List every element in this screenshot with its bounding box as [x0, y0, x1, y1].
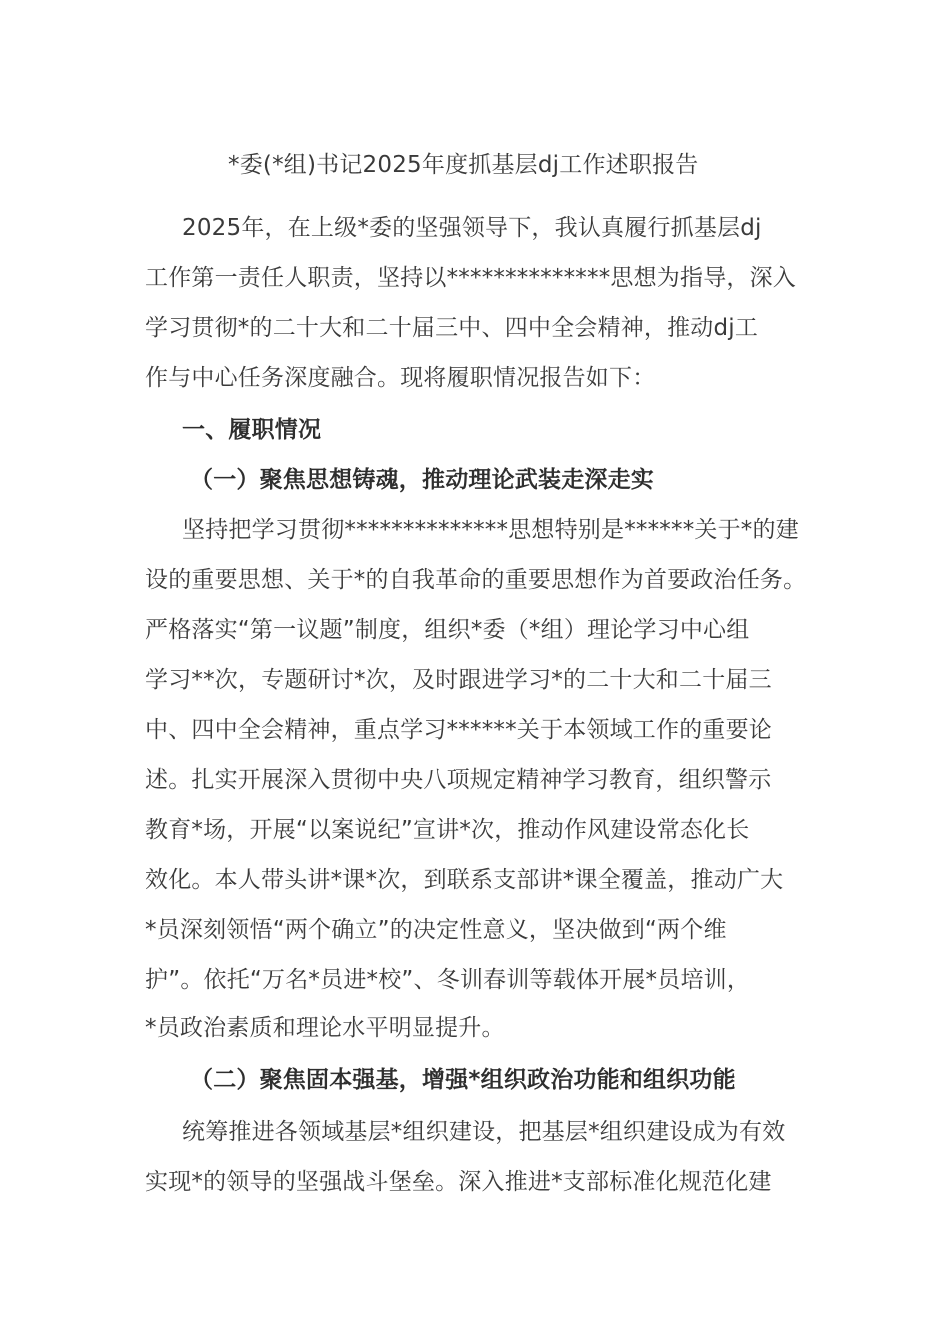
- paragraph-line: 护”。依托“万名*员进*校”、冬训春训等载体开展*员培训，: [145, 967, 751, 993]
- paragraph-line: 严格落实“第一议题”制度，组织*委（*组）理论学习中心组: [145, 617, 750, 643]
- paragraph-line: 2025年，在上级*委的坚强领导下，我认真履行抓基层dj: [182, 215, 762, 241]
- subsection-heading: （二）聚焦固本强基，增强*组织政治功能和组织功能: [190, 1067, 736, 1093]
- paragraph-line: *员深刻领悟“两个确立”的决定性意义，坚决做到“两个维: [145, 917, 727, 943]
- paragraph-line: *员政治素质和理论水平明显提升。: [145, 1015, 505, 1041]
- paragraph-line: 学习贯彻*的二十大和二十届三中、四中全会精神，推动dj工: [145, 315, 759, 341]
- paragraph-line: 中、四中全会精神，重点学习******关于本领域工作的重要论: [145, 717, 772, 743]
- paragraph-line: 述。扎实开展深入贯彻中央八项规定精神学习教育，组织警示: [145, 767, 772, 793]
- paragraph-line: 实现*的领导的坚强战斗堡垒。深入推进*支部标准化规范化建: [145, 1169, 772, 1195]
- paragraph-line: 工作第一责任人职责，坚持以**************思想为指导，深入: [145, 265, 796, 291]
- section-heading: 一、履职情况: [182, 417, 322, 443]
- paragraph-line: 教育*场，开展“以案说纪”宣讲*次，推动作风建设常态化长: [145, 817, 750, 843]
- paragraph-line: 学习**次，专题研讨*次，及时跟进学习*的二十大和二十届三: [145, 667, 772, 693]
- paragraph-line: 设的重要思想、关于*的自我革命的重要思想作为首要政治任务。: [145, 567, 807, 593]
- paragraph-line: 统筹推进各领域基层*组织建设，把基层*组织建设成为有效: [182, 1119, 786, 1145]
- document-title: *委(*组)书记2025年度抓基层dj工作述职报告: [228, 152, 699, 178]
- paragraph-line: 作与中心任务深度融合。现将履职情况报告如下：: [145, 365, 656, 391]
- subsection-heading: （一）聚焦思想铸魂，推动理论武装走深走实: [190, 467, 654, 493]
- paragraph-line: 坚持把学习贯彻**************思想特别是******关于*的建: [182, 517, 799, 543]
- paragraph-line: 效化。本人带头讲*课*次，到联系支部讲*课全覆盖，推动广大: [145, 867, 784, 893]
